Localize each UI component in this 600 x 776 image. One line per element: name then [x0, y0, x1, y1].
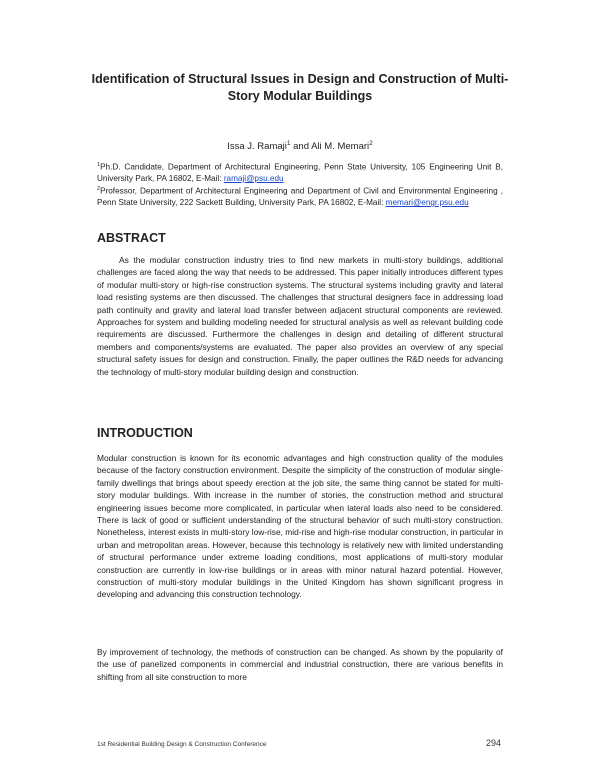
introduction-paragraph-2-text: By improvement of technology, the methods of construction can be changed. As shown by the popularity of the use of panelized components in commercial and industrial construction, there are various benefits in shifting from all site construction to more: [97, 647, 503, 682]
abstract-section: [97, 254, 503, 378]
introduction-paragraph-2: [97, 646, 503, 683]
affiliation-2-email-link[interactable]: memari@engr.psu.edu: [385, 198, 469, 208]
author-1-superscript: 1: [286, 140, 291, 147]
abstract-text: As the modular construction industry tries to find new markets in multi-story buildings, additional challenges are faced along the way that needs to be addressed. This paper initially introduces different types of modular multi-story or high-rise construction systems. The structural systems including gravity and lateral load resisting systems are then discussed. The challenges that structural designers face in addressing load path continuity and gravity and lateral load transfer between adjacent structural components are reviewed. Approaches for system and building modeling needed for structural analysis as well as relevant building code requirements are discussed. Furthermore the challenges in design and detailing of different structural members and components/systems are evaluated. The paper also provides an overview of any special structural safety issues for design and construction. Finally, the paper outlines the R&D needs for advancing the technology of multi-story modular building design and construction.: [97, 255, 503, 377]
introduction-paragraph-1: [97, 452, 503, 601]
footer-conference: 1st Residential Building Design & Construction Conference: [97, 741, 267, 748]
affiliation-1-email-link[interactable]: ramaji@psu.edu: [223, 173, 284, 183]
affiliation-2-text: Professor, Department of Architectural Engineering and Department of Civil and Environmental Engineering , Penn State University, 222 Sackett Building, University Park, PA 16802, E-Mail:: [97, 186, 503, 208]
affiliation-1-marker: 1: [97, 162, 101, 168]
abstract-heading: ABSTRACT: [97, 231, 166, 245]
author-line: [0, 138, 600, 153]
paper-title: Identification of Structural Issues in Design and Construction of Multi-Story Modular Buildings: [91, 72, 509, 103]
affiliation-2-marker: 2: [97, 186, 101, 193]
affiliations: [97, 160, 503, 208]
affiliation-2: [97, 184, 503, 208]
affiliation-1: [97, 160, 503, 184]
page-number: 294: [486, 738, 502, 748]
author-2-superscript: 2: [369, 140, 373, 147]
author-connector: and: [290, 141, 312, 153]
author-1: Issa J. Ramaji: [227, 141, 287, 153]
introduction-heading: INTRODUCTION: [97, 426, 193, 440]
introduction-paragraph-1-text: Modular construction is known for its economic advantages and high construction quality of the modules because of the factory construction environment. Despite the simplicity of the construction of modular single-family dwellings that brings about speedy erection at the job site, the same thing cannot be stated for multi-story modular buildings. With increase in the number of stories, the construction method and structural engineering issues become more complicated, in particular when lateral loads also need to be considered. There is lack of good or sufficient understanding of the structural behavior of such multi-story construction. Nonetheless, interest exists in multi-story low-rise, mid-rise and high-rise modular construction, in particular in urban and metropolitan areas. However, because this technology is relatively new with limited understanding of structural performance under extreme loading conditions, most applications of multi-story modular construction are currently in low-rise buildings or in areas with minor natural hazard potential. However, construction of multi-story modular buildings in the United Kingdom has shown significant progress in developing and advancing this construction technology.: [97, 453, 503, 600]
author-2: Ali M. Memari: [311, 141, 370, 153]
affiliation-1-text: Ph.D. Candidate, Department of Architectural Engineering, Penn State University, 105 Engineering Unit B, University Park, PA 16802, E-Mail:: [97, 162, 503, 183]
